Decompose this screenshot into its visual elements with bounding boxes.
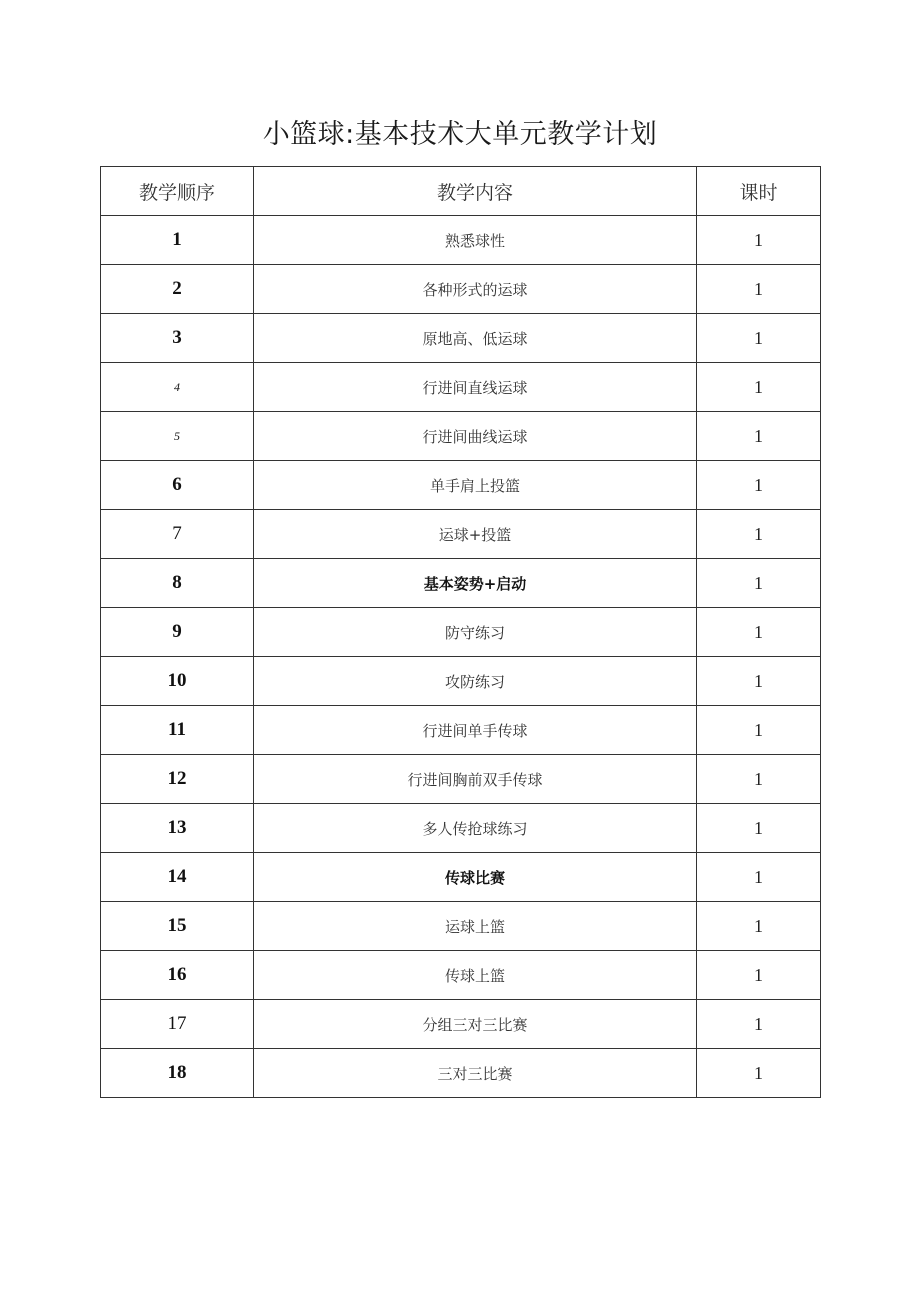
row-order: 3 (101, 314, 254, 363)
row-content: 原地高、低运球 (254, 314, 697, 363)
row-order: 11 (101, 706, 254, 755)
row-hours: 1 (697, 412, 821, 461)
row-hours: 1 (697, 461, 821, 510)
row-order: 15 (101, 902, 254, 951)
table-row (101, 608, 821, 657)
row-hours: 1 (697, 706, 821, 755)
table-row (101, 363, 821, 412)
row-order: 1 (101, 216, 254, 265)
row-order: 16 (101, 951, 254, 1000)
row-hours: 1 (697, 804, 821, 853)
row-content: 分组三对三比赛 (254, 1000, 697, 1049)
row-content: 防守练习 (254, 608, 697, 657)
table-row (101, 706, 821, 755)
row-content: 熟悉球性 (254, 216, 697, 265)
row-order: 2 (101, 265, 254, 314)
row-order: 6 (101, 461, 254, 510)
header-content: 教学内容 (254, 167, 697, 216)
table-row (101, 853, 821, 902)
row-hours: 1 (697, 559, 821, 608)
table-row (101, 510, 821, 559)
table-row (101, 951, 821, 1000)
row-hours: 1 (697, 216, 821, 265)
row-order: 18 (101, 1049, 254, 1098)
row-hours: 1 (697, 510, 821, 559)
table-row (101, 804, 821, 853)
row-hours: 1 (697, 755, 821, 804)
row-order: 14 (101, 853, 254, 902)
row-order: 5 (101, 412, 254, 461)
row-content: 运球+投篮 (254, 510, 697, 559)
table-row (101, 657, 821, 706)
row-order: 13 (101, 804, 254, 853)
row-hours: 1 (697, 902, 821, 951)
row-hours: 1 (697, 608, 821, 657)
row-order: 9 (101, 608, 254, 657)
row-hours: 1 (697, 1000, 821, 1049)
row-content: 基本姿势+启动 (254, 559, 697, 608)
table-row (101, 314, 821, 363)
row-hours: 1 (697, 265, 821, 314)
teaching-plan-table (100, 166, 821, 1098)
row-content: 运球上篮 (254, 902, 697, 951)
row-order: 12 (101, 755, 254, 804)
row-hours: 1 (697, 363, 821, 412)
page-title: 小篮球:基本技术大单元教学计划 (262, 119, 658, 150)
row-order: 8 (101, 559, 254, 608)
row-order: 17 (101, 1000, 254, 1049)
table-row (101, 265, 821, 314)
row-hours: 1 (697, 314, 821, 363)
row-content: 各种形式的运球 (254, 265, 697, 314)
row-content: 行进间胸前双手传球 (254, 755, 697, 804)
table-row (101, 1049, 821, 1098)
table-row (101, 559, 821, 608)
header-hours: 课时 (697, 167, 821, 216)
table-header-row (101, 167, 821, 216)
header-order: 教学顺序 (101, 167, 254, 216)
row-hours: 1 (697, 657, 821, 706)
row-content: 多人传抢球练习 (254, 804, 697, 853)
row-content: 行进间直线运球 (254, 363, 697, 412)
table-row (101, 902, 821, 951)
row-content: 攻防练习 (254, 657, 697, 706)
row-hours: 1 (697, 853, 821, 902)
table-row (101, 216, 821, 265)
row-content: 行进间曲线运球 (254, 412, 697, 461)
row-content: 三对三比赛 (254, 1049, 697, 1098)
table-row (101, 461, 821, 510)
row-order: 4 (101, 363, 254, 412)
row-hours: 1 (697, 1049, 821, 1098)
table-row (101, 1000, 821, 1049)
row-order: 7 (101, 510, 254, 559)
row-hours: 1 (697, 951, 821, 1000)
row-content: 传球比赛 (254, 853, 697, 902)
table-row (101, 412, 821, 461)
table-row (101, 755, 821, 804)
row-content: 传球上篮 (254, 951, 697, 1000)
row-content: 行进间单手传球 (254, 706, 697, 755)
row-content: 单手肩上投篮 (254, 461, 697, 510)
row-order: 10 (101, 657, 254, 706)
